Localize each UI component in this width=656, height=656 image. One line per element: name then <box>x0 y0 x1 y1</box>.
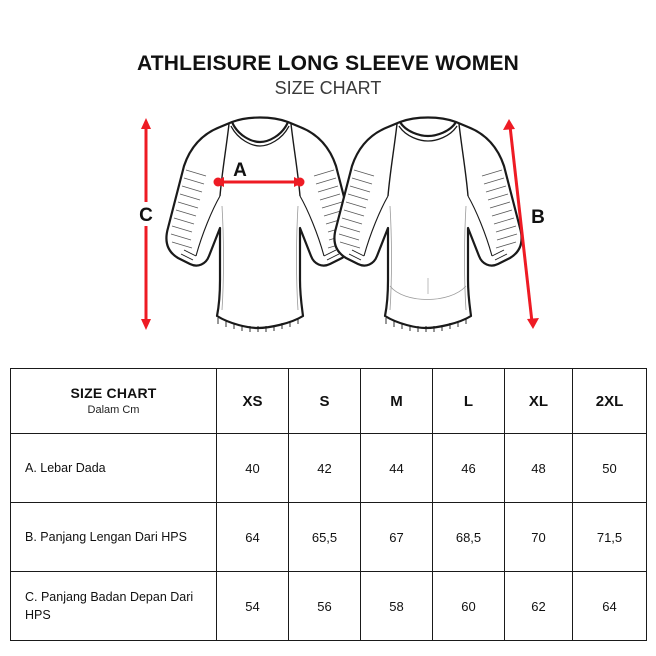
cell-sleeve-s: 65,5 <box>289 503 361 572</box>
header-cell-size-s: S <box>289 369 361 434</box>
header-title-line1: SIZE CHART <box>70 385 157 402</box>
front-view-garment <box>166 117 353 332</box>
cell-chest-s: 42 <box>289 434 361 503</box>
table-row <box>11 503 647 572</box>
cell-front-length-m: 58 <box>361 572 433 641</box>
header-cell-size-xl: XL <box>505 369 573 434</box>
page-subtitle: SIZE CHART <box>274 78 382 99</box>
cell-chest-2xl: 50 <box>573 434 647 503</box>
cell-chest-xl: 48 <box>505 434 573 503</box>
label-front-length: C <box>139 204 153 226</box>
row-label-sleeve: B. Panjang Lengan Dari HPS <box>11 503 217 572</box>
cell-chest-l: 46 <box>433 434 505 503</box>
table-header-row <box>11 369 647 434</box>
cell-front-length-xs: 54 <box>217 572 289 641</box>
cell-sleeve-xs: 64 <box>217 503 289 572</box>
header-cell-size-2xl: 2XL <box>573 369 647 434</box>
garment-illustration <box>0 110 656 360</box>
table-row <box>11 434 647 503</box>
row-label-chest: A. Lebar Dada <box>11 434 217 503</box>
size-chart-table <box>10 368 647 641</box>
cell-sleeve-l: 68,5 <box>433 503 505 572</box>
table-row <box>11 572 647 641</box>
row-label-front-length: C. Panjang Badan Depan Dari HPS <box>11 572 217 641</box>
cell-sleeve-2xl: 71,5 <box>573 503 647 572</box>
header-cell-size-xs: XS <box>217 369 289 434</box>
header-title-line2: Dalam Cm <box>87 404 140 417</box>
header-cell-size-l: L <box>433 369 505 434</box>
cell-front-length-2xl: 64 <box>573 572 647 641</box>
cell-sleeve-m: 67 <box>361 503 433 572</box>
cell-chest-xs: 40 <box>217 434 289 503</box>
back-view-garment <box>334 117 521 332</box>
header-cell-title <box>11 369 217 434</box>
header-cell-size-m: M <box>361 369 433 434</box>
cell-front-length-xl: 62 <box>505 572 573 641</box>
title-block <box>0 0 656 100</box>
measure-arrow-front-length <box>132 118 160 330</box>
cell-chest-m: 44 <box>361 434 433 503</box>
page-title: ATHLEISURE LONG SLEEVE WOMEN <box>136 52 520 75</box>
cell-front-length-l: 60 <box>433 572 505 641</box>
label-sleeve: B <box>531 206 545 228</box>
cell-sleeve-xl: 70 <box>505 503 573 572</box>
label-chest: A <box>233 159 247 181</box>
size-chart-table-wrap <box>10 368 646 641</box>
cell-front-length-s: 56 <box>289 572 361 641</box>
